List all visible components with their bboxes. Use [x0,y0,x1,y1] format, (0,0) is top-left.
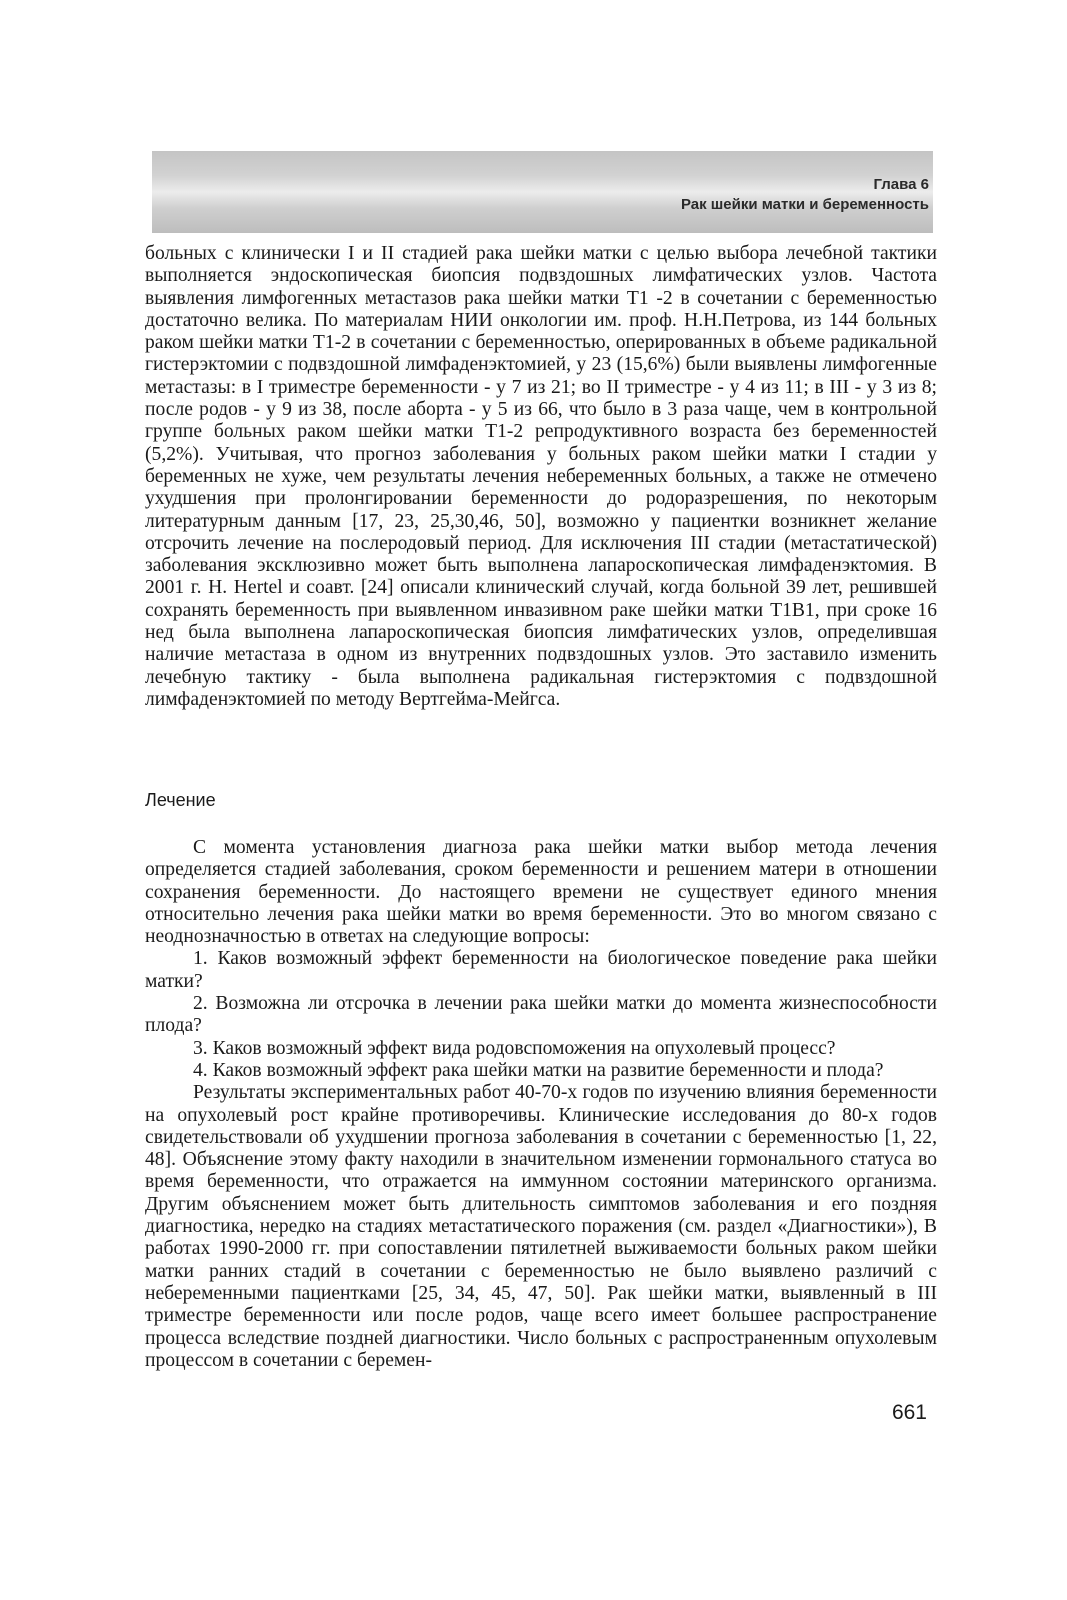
running-header [681,175,929,215]
paragraph-results: Результаты экспериментальных работ 40-70-х годов по изучению влияния беременности на опухолевый рост крайне противоречивы. Клинические исследования до 80-х годов свидетельствовали об ухудшении прогноза заболевания в сочетании с беременностью [1, 22, 48]. Объяснение этому факту находили в значительном изменении гормонального статуса во время беременности, что отражается на иммунном состоянии материнского организма. Другим объяснением может быть длительность симптомов заболевания и его поздняя диагностика, нередко на стадиях метастатического поражения (см. раздел «Диагностики»), В работах 1990-2000 гг. при сопоставлении пятилетней выживаемости больных раком шейки матки ранних стадий в сочетании с беременностью не было выявлено различий с небеременными пациентками [25, 34, 45, 47, 50]. Рак шейки матки, выявленный в III триместре беременности или после родов, чаще всего имеет большее распространение процесса вследствие поздней диагностики. Число больных с распространенным опухолевым процессом в сочетании с беремен- [145,1082,937,1371]
paragraph-continued: больных с клинически I и II стадией рака шейки матки с целью выбора лечебной тактики выполняется эндоскопическая биопсия подвздошных лимфатических узлов. Частота выявления лимфогенных метастазов рака шейки матки T1 -2 в сочетании с беременностью достаточно велика. По материалам НИИ онкологии им. проф. Н.Н.Петрова, из 144 больных раком шейки матки T1-2 в сочетании с беременностью, оперированных в объеме радикальной гистерэктомии с подвздошной лимфаденэктомией, у 23 (15,6%) были выявлены лимфогенные метастазы: в I триместре беременности - у 7 из 21; во II триместре - у 4 из 11; в III - у 3 из 8; после родов - у 9 из 38, после аборта - у 5 из 66, что было в 3 раза чаще, чем в контрольной группе больных раком шейки матки T1-2 репродуктивного возраста без беременностей (5,2%). Учитывая, что прогноз заболевания у больных раком шейки матки I стадии у беременных не хуже, чем результаты лечения небеременных больных, а также не отмечено ухудшения при пролонгировании беременности до родоразрешения, по некоторым литературным данным [17, 23, 25,30,46, 50], возможно у пациентки возникнет желание отсрочить лечение на послеродовый период. Для исключения III стадии (метастатической) заболевания эксклюзивно может быть выполнена лапароскопическая лимфаденэктомия. В 2001 г. H. Hertel и соавт. [24] описали клинический случай, когда больной 39 лет, решившей сохранять беременность при выявленном инвазивном раке шейки матки T1B1, при сроке 16 нед была выполнена лапароскопическая биопсия лимфатических узлов, определившая наличие метастаза в одном из внутренних подвздошных узлов. Это заставило изменить лечебную тактику - была выполнена радикальная гистерэктомия с подвздошной лимфаденэктомией по методу Вертгейма-Мейгса. [145,243,937,710]
chapter-title: Рак шейки матки и беременность [680,196,929,213]
paragraph-intro: С момента установления диагноза рака шейки матки выбор метода лечения определяется стадией заболевания, сроком беременности и решением матери в отношении сохранения беременности. До настоящего времени не существует единого мнения относительно лечения рака шейки матки во время беременности. Это во многом связано с неоднозначностью в ответах на следующие вопросы: [145,837,937,948]
question-item: 1. Каков возможный эффект беременности на биологическое поведение рака шейки матки? [145,948,937,992]
section-heading: Лечение [145,790,216,810]
page-number: 661 [891,1401,927,1424]
body-text-top [145,243,937,711]
question-item: 4. Каков возможный эффект рака шейки матки на развитие беременности и плода? [193,1059,884,1081]
chapter-label: Глава 6 [873,176,929,193]
question-item: 3. Каков возможный эффект вида родовспоможения на опухолевый процесс? [193,1037,836,1059]
body-text-treatment [145,837,937,1372]
question-item: 2. Возможна ли отсрочка в лечении рака шейки матки до момента жизнеспособности плода? [145,993,937,1037]
running-header-band [152,151,933,233]
